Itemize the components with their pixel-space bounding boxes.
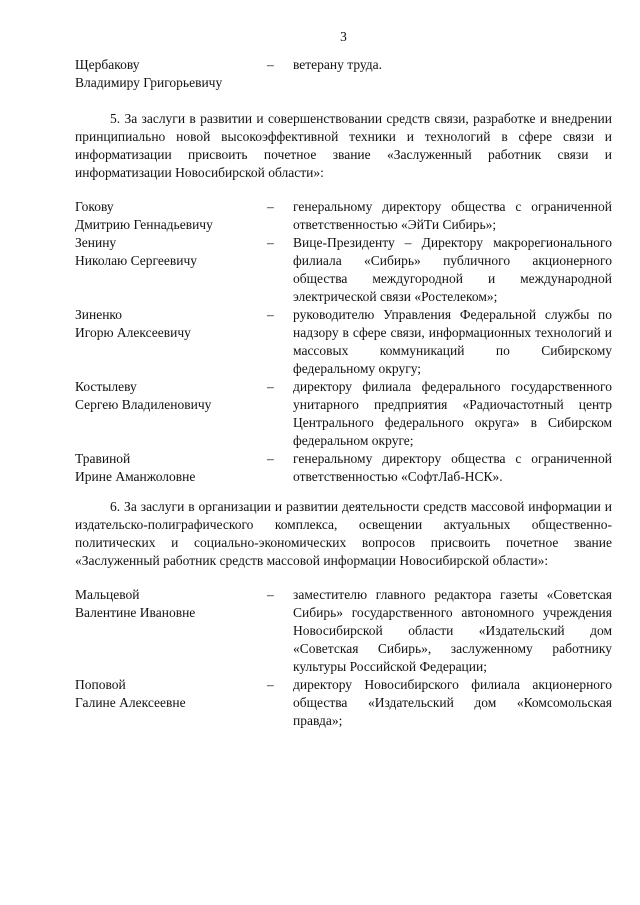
award-entry bbox=[75, 378, 612, 450]
awardee-given-name: Владимиру Григорьевичу bbox=[75, 75, 223, 90]
dash-separator: – bbox=[267, 677, 274, 692]
award-entry bbox=[75, 198, 612, 234]
awardee-surname: Гокову bbox=[75, 199, 114, 214]
section-6-entries bbox=[75, 586, 612, 730]
continued-entries bbox=[75, 56, 612, 92]
awardee-position: директору Новосибирского филиала акционерного общества «Издательский дом «Комсомольская правда»; bbox=[293, 677, 612, 728]
awardee-surname: Щербакову bbox=[75, 57, 140, 72]
awardee-name bbox=[75, 378, 267, 414]
awardee-surname: Травиной bbox=[75, 451, 131, 466]
dash-separator: – bbox=[267, 235, 274, 250]
award-entry bbox=[75, 234, 612, 306]
dash-separator: – bbox=[267, 379, 274, 394]
awardee-name bbox=[75, 450, 267, 486]
award-entry bbox=[75, 56, 612, 92]
decree-paragraph-6: 6. За заслуги в организации и развитии деятельности средств массовой информации и издательско-полиграфического комплекса, освещении актуальных общественно-политических и социально-экономических вопросов присвоить почетное звание «Заслуженный работник средств массовой информации Новосибирской области»: bbox=[75, 499, 612, 568]
awardee-name bbox=[75, 586, 267, 622]
awardee-position: генеральному директору общества с ограниченной ответственностью «СофтЛаб-НСК». bbox=[293, 451, 612, 484]
awardee-given-name: Игорю Алексеевичу bbox=[75, 325, 191, 340]
decree-paragraph-5: 5. За заслуги в развитии и совершенствовании средств связи, разработке и внедрении принципиально новой высокоэффективной техники и технологий в сфере связи и информатизации присвоить почетное звание «Заслуженный работник связи и информатизации Новосибирской области»: bbox=[75, 111, 612, 180]
awardee-surname: Зиненко bbox=[75, 307, 123, 322]
awardee-given-name: Николаю Сергеевичу bbox=[75, 253, 198, 268]
awardee-name bbox=[75, 676, 267, 712]
awardee-given-name: Дмитрию Геннадьевичу bbox=[75, 217, 213, 232]
awardee-given-name: Валентине Ивановне bbox=[75, 605, 196, 620]
page-number: 3 bbox=[340, 29, 347, 44]
awardee-given-name: Сергею Владиленовичу bbox=[75, 397, 212, 412]
dash-separator: – bbox=[267, 199, 274, 214]
awardee-position: руководителю Управления Федеральной службы по надзору в сфере связи, информационных технологий и массовых коммуникаций по Сибирскому федеральному округу; bbox=[293, 307, 612, 376]
awardee-name bbox=[75, 56, 267, 92]
dash-separator: – bbox=[267, 451, 274, 466]
awardee-surname: Мальцевой bbox=[75, 587, 140, 602]
section-5-entries bbox=[75, 198, 612, 486]
awardee-position: заместителю главного редактора газеты «Советская Сибирь» государственного автономного учреждения Новосибирской области «Издательский дом «Советская Сибирь», заслуженному работнику культуры Российской Федерации; bbox=[293, 587, 612, 674]
award-entry bbox=[75, 306, 612, 378]
award-entry bbox=[75, 586, 612, 676]
awardee-name bbox=[75, 198, 267, 234]
awardee-position: Вице-Президенту – Директору макрорегионального филиала «Сибирь» публичного акционерного общества междугородной и международной электрической связи «Ростелеком»; bbox=[293, 235, 612, 304]
awardee-surname: Зенину bbox=[75, 235, 117, 250]
award-entry bbox=[75, 676, 612, 730]
dash-separator: – bbox=[267, 307, 274, 322]
awardee-position: ветерану труда. bbox=[293, 57, 383, 72]
awardee-given-name: Ирине Аманжоловне bbox=[75, 469, 196, 484]
dash-separator: – bbox=[267, 587, 274, 602]
awardee-name bbox=[75, 234, 267, 270]
dash-separator: – bbox=[267, 57, 274, 72]
awardee-name bbox=[75, 306, 267, 342]
awardee-surname: Костылеву bbox=[75, 379, 137, 394]
award-entry bbox=[75, 450, 612, 486]
awardee-given-name: Галине Алексеевне bbox=[75, 695, 186, 710]
awardee-position: директору филиала федерального государственного унитарного предприятия «Радиочастотный центр Центрального федерального округа» в Сибирском федеральном округе; bbox=[293, 379, 612, 448]
awardee-position: генеральному директору общества с ограниченной ответственностью «ЭйТи Сибирь»; bbox=[293, 199, 612, 232]
awardee-surname: Поповой bbox=[75, 677, 126, 692]
